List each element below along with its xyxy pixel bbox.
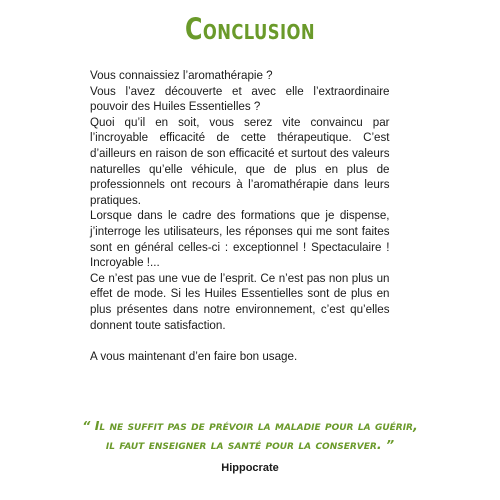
paragraph: Vous l’avez découverte et avec elle l’extraordinaire pouvoir des Huiles Essentielles ?: [90, 83, 390, 114]
paragraph: Ce n’est pas une vue de l’esprit. Ce n’est pas non plus un effet de mode. Si les Huiles Essentielles sont de plus en plus présentes dans notre environnement, c’est qu’elles donnent toute satisfaction.: [90, 270, 390, 332]
closing-paragraph: A vous maintenant d’en faire bon usage.: [90, 349, 298, 364]
quote-line: “ Il ne suffit pas de prévoir la maladie pour la guérir,: [82, 418, 418, 433]
quote-author: Hippocrate: [221, 462, 279, 474]
paragraph: Lorsque dans le cadre des formations que je dispense, j’interroge les utilisateurs, les réponses qui me sont faites sont en général celles-ci : exceptionnel ! Spectaculaire ! Incroyable !...: [90, 208, 390, 270]
body-text: [90, 68, 390, 365]
quote: [40, 416, 460, 454]
quote-line: il faut enseigner la santé pour la conserver. ”: [105, 437, 395, 452]
paragraph: Vous connaissiez l’aromathérapie ?: [90, 68, 273, 82]
paragraph: Quoi qu’il en soit, vous serez vite convaincu par l’incroyable efficacité de cette thérapeutique. C’est d’ailleurs en raison de son efficacité et surtout des valeurs naturelles qu’elle véhicule, que de plus en plus de professionnels ont recours à l’aromathérapie dans leurs pratiques.: [90, 114, 390, 207]
page-title: Conclusion: [184, 12, 316, 46]
